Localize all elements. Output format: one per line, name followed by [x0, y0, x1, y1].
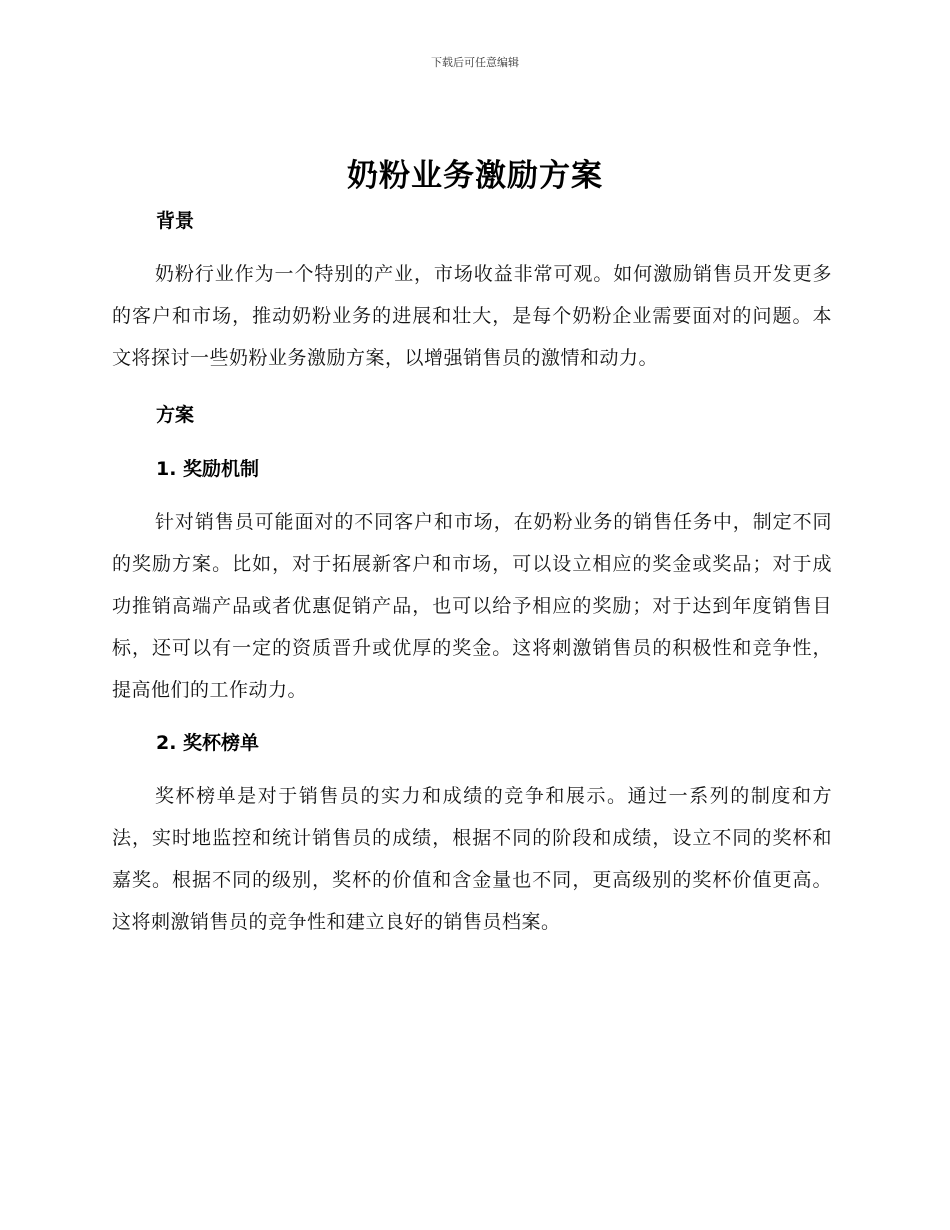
section-heading-reward-mechanism: 1. 奖励机制	[156, 458, 260, 480]
document-body	[112, 203, 832, 943]
page-title: 奶粉业务激励方案	[347, 158, 603, 194]
section-heading-plan: 方案	[156, 404, 195, 426]
paragraph-background: 奶粉行业作为一个特别的产业，市场收益非常可观。如何激励销售员开发更多的客户和市场，推动奶粉业务的进展和壮大，是每个奶粉企业需要面对的问题。本文将探讨一些奶粉业务激励方案，以增强销售员的激情和动力。	[112, 263, 832, 369]
page-header-note: 下载后可任意编辑	[431, 56, 519, 69]
section-heading-background: 背景	[156, 210, 195, 232]
paragraph-reward-mechanism: 针对销售员可能面对的不同客户和市场，在奶粉业务的销售任务中，制定不同的奖励方案。比如，对于拓展新客户和市场，可以设立相应的奖金或奖品；对于成功推销高端产品或者优惠促销产品，也可以给予相应的奖励；对于达到年度销售目标，还可以有一定的资质晋升或优厚的奖金。这将刺激销售员的积极性和竞争性，提高他们的工作动力。	[112, 511, 832, 701]
paragraph-trophy-list: 奖杯榜单是对于销售员的实力和成绩的竞争和展示。通过一系列的制度和方法，实时地监控和统计销售员的成绩，根据不同的阶段和成绩，设立不同的奖杯和嘉奖。根据不同的级别，奖杯的价值和含金量也不同，更高级别的奖杯价值更高。这将刺激销售员的竞争性和建立良好的销售员档案。	[112, 785, 832, 933]
section-heading-trophy-list: 2. 奖杯榜单	[156, 732, 260, 754]
